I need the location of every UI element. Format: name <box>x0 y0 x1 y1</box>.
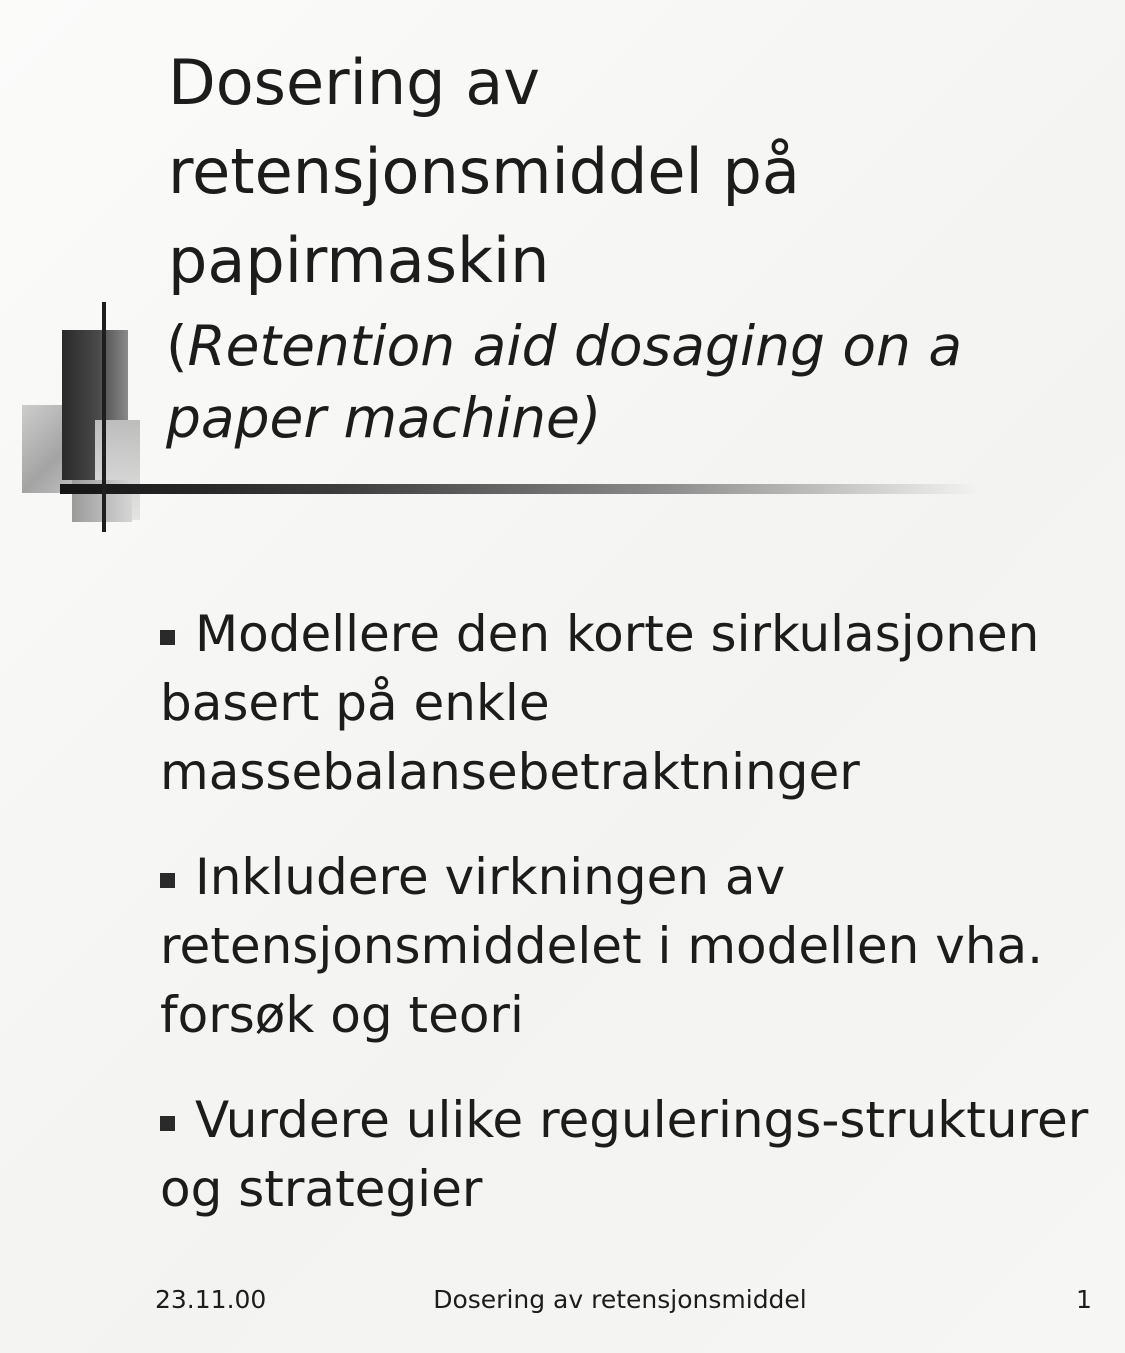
bullet-text: Modellere den korte sirkulasjonen basert på enkle massebalansebetraktninger <box>160 605 1040 801</box>
slide-title <box>168 38 1068 305</box>
bullet-text: Inkludere virkningen av retensjonsmiddelet i modellen vha. forsøk og teori <box>160 848 1044 1044</box>
slide-subtitle <box>166 310 1106 454</box>
footer-date: 23.11.00 <box>155 1285 267 1314</box>
bullet-text: Vurdere ulike regulerings-strukturer og strategier <box>160 1091 1089 1218</box>
square-bullet-icon <box>160 630 175 645</box>
bullet-item <box>160 843 1100 1050</box>
title-line: Dosering av <box>168 46 540 119</box>
bullet-item <box>160 600 1100 807</box>
ornament-vertical-line <box>102 302 106 532</box>
title-line: papirmaskin <box>168 224 550 297</box>
subtitle-open-paren: ( <box>166 314 188 378</box>
square-bullet-icon <box>160 873 175 888</box>
title-divider-line <box>60 484 980 494</box>
slide-footer <box>0 1285 1125 1325</box>
page-number: 1 <box>1076 1285 1092 1314</box>
footer-title: Dosering av retensjonsmiddel <box>433 1285 807 1314</box>
title-line: retensjonsmiddel på <box>168 135 800 208</box>
bullet-list <box>160 600 1100 1260</box>
square-bullet-icon <box>160 1116 175 1131</box>
subtitle-text: Retention aid dosaging on a paper machine) <box>166 314 963 450</box>
bullet-item <box>160 1086 1100 1224</box>
